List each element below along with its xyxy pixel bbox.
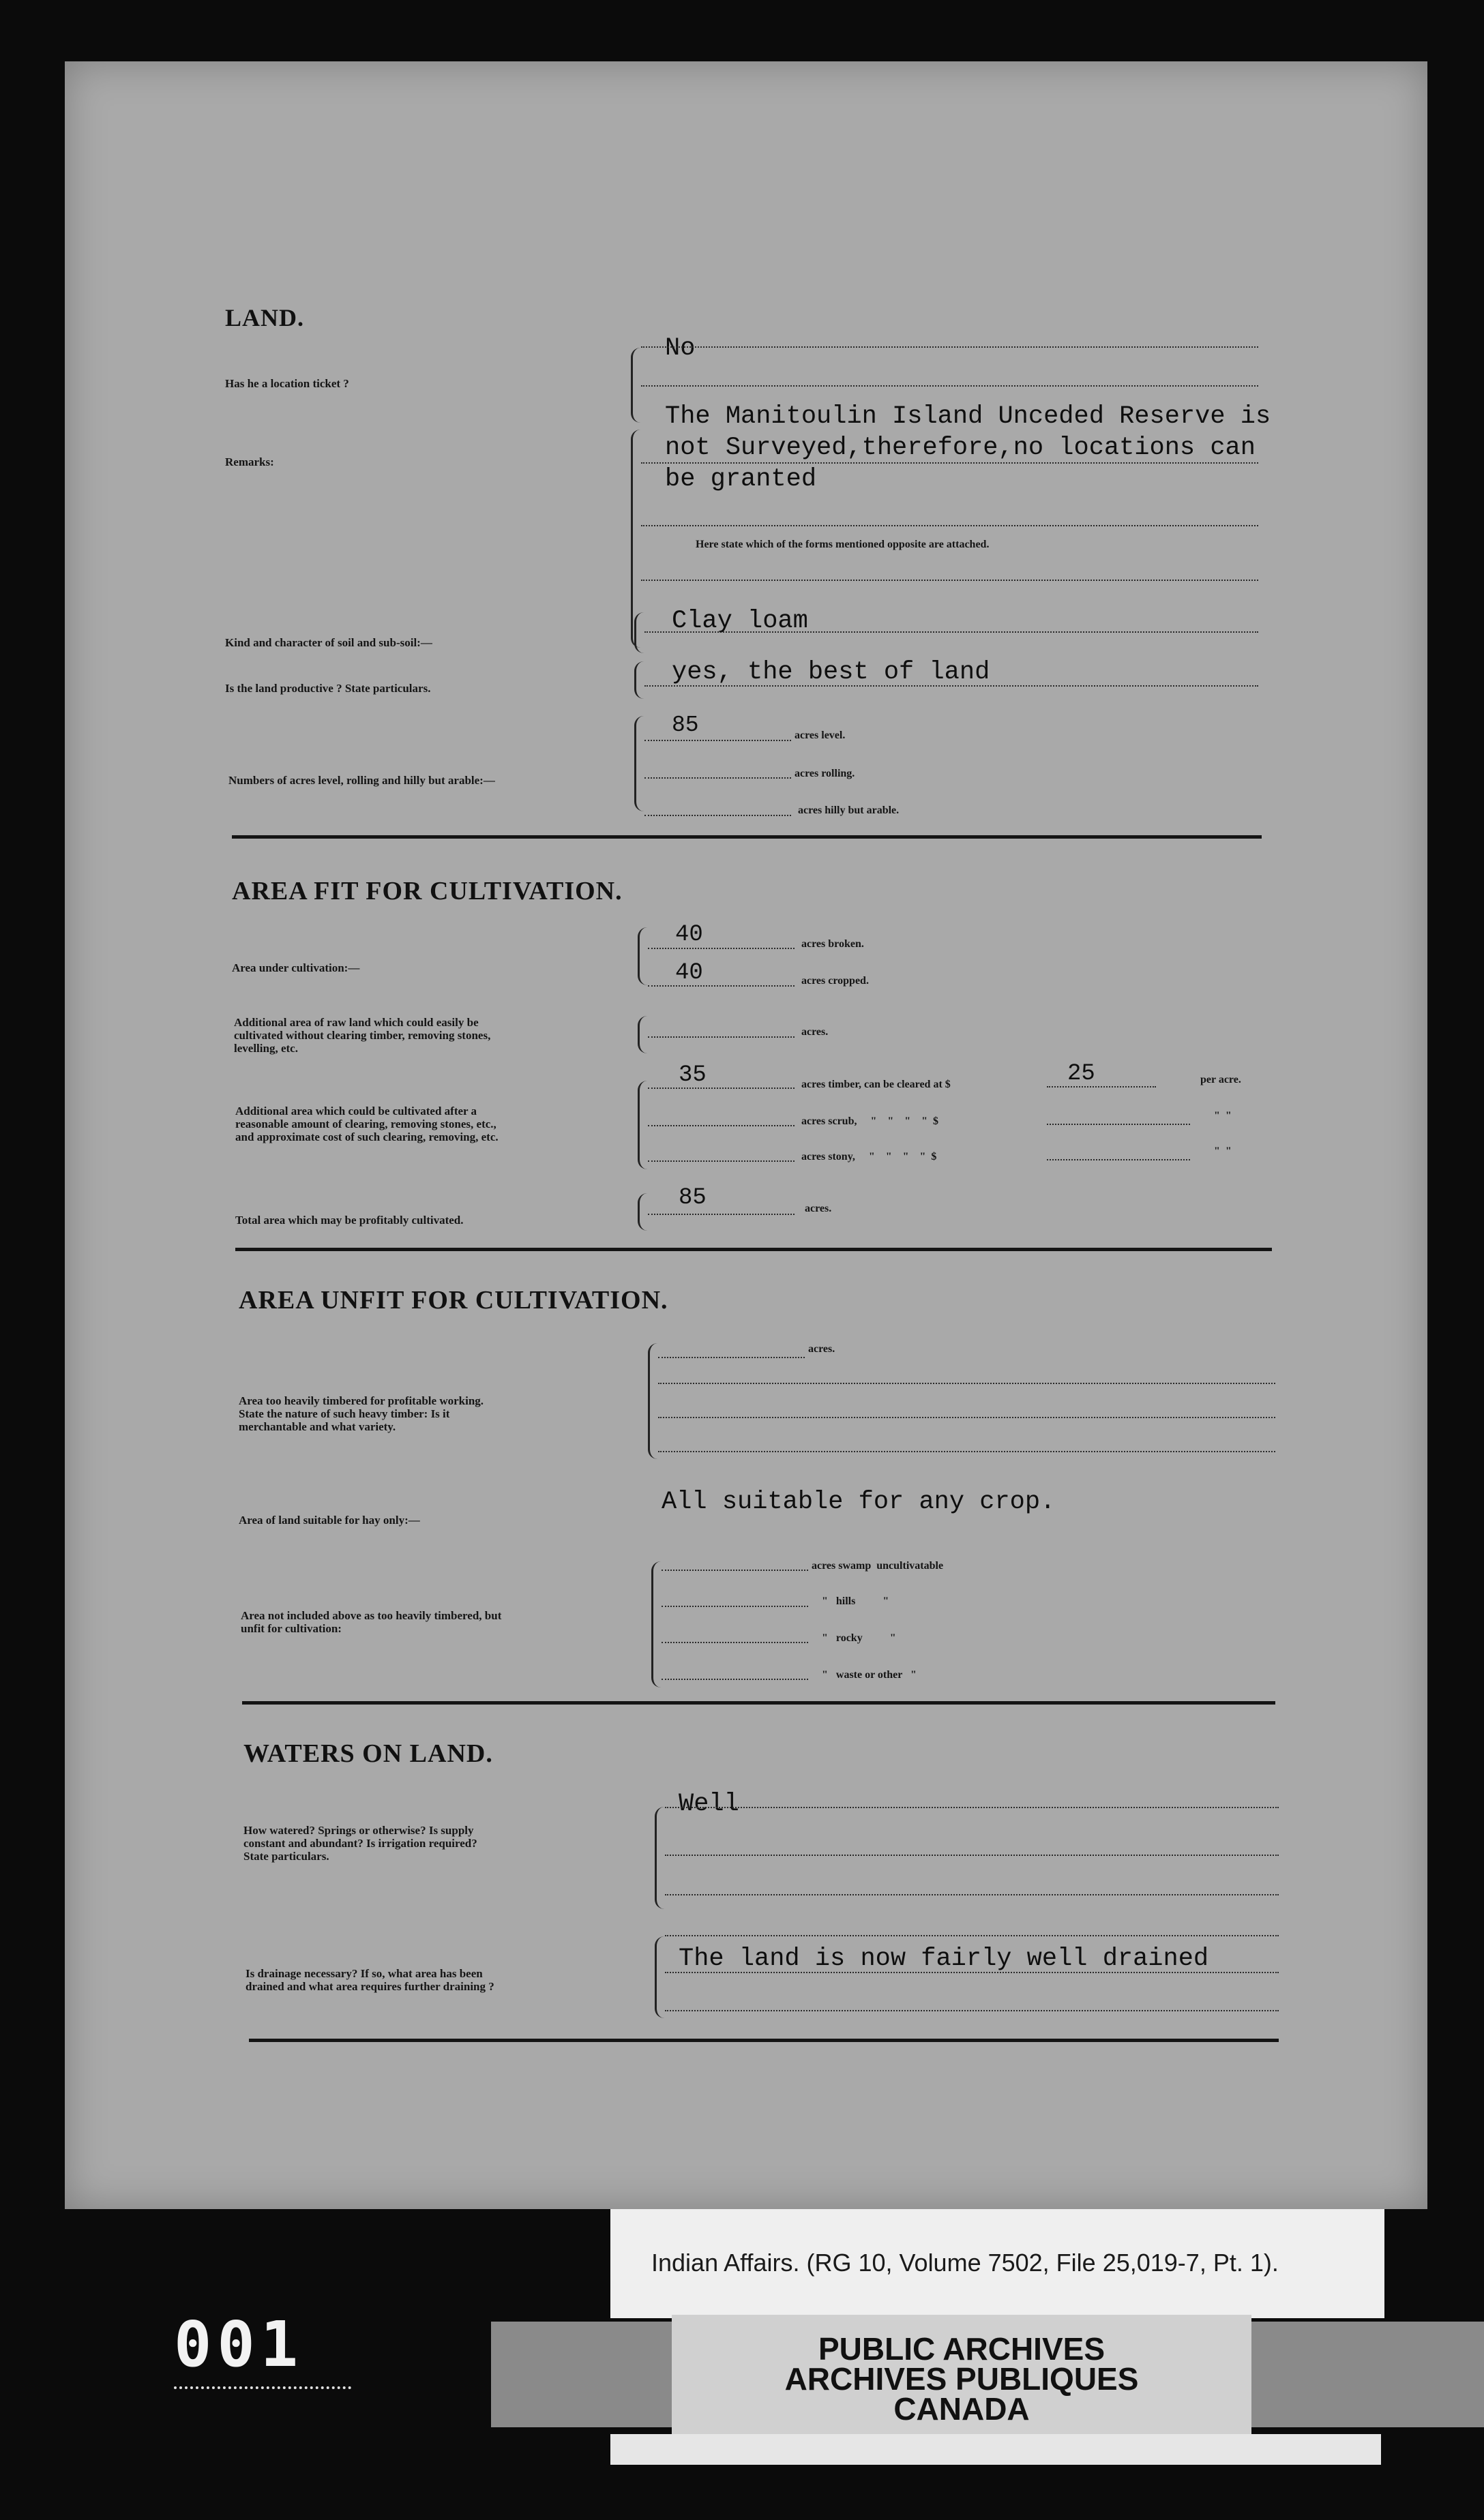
dotted-line	[665, 2010, 1279, 2011]
watered-question-line2: constant and abundant? Is irrigation required?	[243, 1837, 477, 1850]
location-ticket-answer: No	[665, 334, 696, 363]
counter-perforation	[174, 2386, 351, 2396]
cropped-value: 40	[675, 960, 703, 986]
dotted-line	[662, 1606, 808, 1607]
section-rule	[232, 835, 1262, 839]
dotted-line	[641, 580, 1258, 581]
dotted-line	[665, 1935, 1279, 1936]
dotted-line	[641, 346, 1258, 348]
raw-label: acres.	[801, 1026, 829, 1038]
dotted-line	[1047, 1159, 1190, 1160]
citation-text: Indian Affairs. (RG 10, Volume 7502, File 25,019-7, Pt. 1).	[651, 2249, 1279, 2277]
archive-line3: CANADA	[893, 2391, 1030, 2427]
acres-question: Numbers of acres level, rolling and hilly but arable:—	[228, 774, 495, 787]
brace	[655, 1936, 666, 2018]
watered-question-line1: How watered? Springs or otherwise? Is supply	[243, 1824, 474, 1837]
dotted-line	[662, 1570, 808, 1571]
dotted-line	[641, 462, 1258, 464]
hay-question: Area of land suitable for hay only:—	[239, 1514, 420, 1527]
dotted-line	[648, 1160, 795, 1162]
dotted-line	[1047, 1086, 1156, 1088]
raw-question-line1: Additional area of raw land which could easily be	[234, 1016, 479, 1029]
remarks-answer-line2: not Surveyed,therefore,no locations can	[665, 434, 1256, 462]
brace	[638, 1193, 649, 1231]
frame-counter: 001	[174, 2308, 304, 2381]
brace	[634, 661, 646, 699]
dotted-line	[648, 985, 795, 987]
waste-label: " waste or other "	[822, 1669, 917, 1681]
timbered-question-line1: Area too heavily timbered for profitable working.	[239, 1394, 484, 1407]
dotted-line	[648, 1088, 795, 1089]
dotted-line	[648, 1214, 795, 1215]
forms-note: Here state which of the forms mentioned opposite are attached.	[696, 539, 990, 550]
drainage-question-line2: drained and what area requires further draining ?	[246, 1980, 494, 1993]
additional-question-line3: and approximate cost of such clearing, removing, etc.	[235, 1130, 499, 1143]
dotted-line	[658, 1383, 1275, 1384]
acres-rolling-label: acres rolling.	[795, 768, 855, 779]
swamp-label: acres swamp uncultivatable	[812, 1560, 944, 1572]
archive-stamp	[672, 2315, 1251, 2434]
brace	[651, 1561, 663, 1687]
watered-answer: Well	[679, 1790, 739, 1818]
remarks-answer-line3: be granted	[665, 465, 817, 494]
dotted-line	[644, 815, 791, 816]
additional-question-line2: reasonable amount of clearing, removing stones, etc.,	[235, 1118, 496, 1130]
dotted-line	[648, 1125, 795, 1126]
timbered-question-line3: merchantable and what variety.	[239, 1420, 396, 1433]
scrub-label: acres scrub, " " " " $	[801, 1115, 938, 1127]
productive-question: Is the land productive ? State particulars.	[225, 682, 431, 695]
dotted-line	[658, 1451, 1275, 1452]
brace	[648, 1343, 659, 1459]
brace	[634, 716, 646, 811]
not-included-question-line2: unfit for cultivation:	[241, 1622, 342, 1635]
watered-question-line3: State particulars.	[243, 1850, 329, 1863]
hay-answer: All suitable for any crop.	[662, 1488, 1056, 1516]
location-ticket-question: Has he a location ticket ?	[225, 377, 349, 390]
dotted-line	[665, 1807, 1279, 1808]
section-rule	[249, 2039, 1279, 2042]
dotted-line	[665, 1972, 1279, 1973]
raw-question-line3: levelling, etc.	[234, 1042, 298, 1055]
drainage-question-line1: Is drainage necessary? If so, what area has been	[246, 1967, 483, 1980]
rocky-label: " rocky "	[822, 1632, 896, 1644]
timber-label: acres timber, can be cleared at $	[801, 1079, 951, 1090]
dotted-line	[662, 1679, 808, 1680]
timbered-label: acres.	[808, 1343, 835, 1355]
section-rule	[235, 1248, 1272, 1251]
not-included-question	[241, 1609, 501, 1635]
soil-answer: Clay loam	[672, 607, 808, 635]
timbered-question-line2: State the nature of such heavy timber: Is it	[239, 1407, 450, 1420]
citation-card	[610, 2209, 1384, 2318]
hills-label: " hills "	[822, 1595, 889, 1607]
raw-question	[234, 1016, 490, 1055]
remarks-answer-line1: The Manitoulin Island Unceded Reserve is	[665, 402, 1271, 431]
brace	[634, 612, 646, 653]
timber-value: 35	[679, 1062, 707, 1088]
drainage-question	[246, 1967, 494, 1993]
cropped-label: acres cropped.	[801, 975, 869, 987]
dotted-line	[662, 1642, 808, 1643]
total-value: 85	[679, 1185, 707, 1211]
form-page	[65, 61, 1427, 2209]
raw-question-line2: cultivated without clearing timber, removing stones,	[234, 1029, 491, 1042]
stony-label: acres stony, " " " " $	[801, 1151, 937, 1162]
broken-value: 40	[675, 922, 703, 948]
remarks-label: Remarks:	[225, 455, 274, 468]
drainage-answer: The land is now fairly well drained	[679, 1945, 1209, 1973]
brace	[638, 1016, 649, 1053]
dotted-line	[644, 740, 791, 741]
dotted-line	[641, 385, 1258, 387]
broken-label: acres broken.	[801, 938, 864, 950]
under-cultivation-question: Area under cultivation:—	[232, 961, 360, 974]
fit-heading: AREA FIT FOR CULTIVATION.	[232, 877, 623, 905]
soil-question: Kind and character of soil and sub-soil:—	[225, 636, 432, 649]
dotted-line	[658, 1357, 805, 1358]
total-label: acres.	[805, 1203, 832, 1214]
acres-hilly-label: acres hilly but arable.	[798, 805, 900, 816]
archive-line2: ARCHIVES PUBLIQUES	[784, 2361, 1139, 2397]
waters-heading: WATERS ON LAND.	[243, 1739, 493, 1768]
archive-line1: PUBLIC ARCHIVES	[818, 2331, 1105, 2367]
additional-question-line1: Additional area which could be cultivated after a	[235, 1105, 477, 1118]
not-included-question-line1: Area not included above as too heavily timbered, but	[241, 1609, 502, 1622]
timber-cost-value: 25	[1067, 1061, 1095, 1087]
additional-question	[235, 1105, 499, 1143]
dotted-line	[648, 948, 795, 949]
dotted-line	[665, 1894, 1279, 1895]
dotted-line	[641, 525, 1258, 526]
productive-answer: yes, the best of land	[672, 658, 990, 687]
stony-ditto: " "	[1214, 1145, 1232, 1157]
dotted-line	[644, 631, 1258, 633]
acres-level-value: 85	[672, 712, 699, 738]
dotted-line	[658, 1417, 1275, 1418]
watered-question	[243, 1824, 477, 1863]
dotted-line	[665, 1855, 1279, 1856]
timbered-question	[239, 1394, 484, 1433]
section-rule	[242, 1701, 1275, 1705]
citation-card-bottom	[610, 2434, 1381, 2465]
dotted-line	[644, 685, 1258, 687]
brace	[638, 927, 649, 985]
scrub-ditto: " "	[1214, 1110, 1232, 1122]
per-acre-label: per acre.	[1200, 1074, 1241, 1085]
dotted-line	[648, 1036, 795, 1038]
total-question: Total area which may be profitably cultivated.	[235, 1214, 464, 1227]
dotted-line	[644, 777, 791, 779]
land-heading: LAND.	[225, 304, 305, 331]
dotted-line	[1047, 1124, 1190, 1125]
unfit-heading: AREA UNFIT FOR CULTIVATION.	[239, 1286, 668, 1315]
acres-level-label: acres level.	[795, 730, 846, 741]
